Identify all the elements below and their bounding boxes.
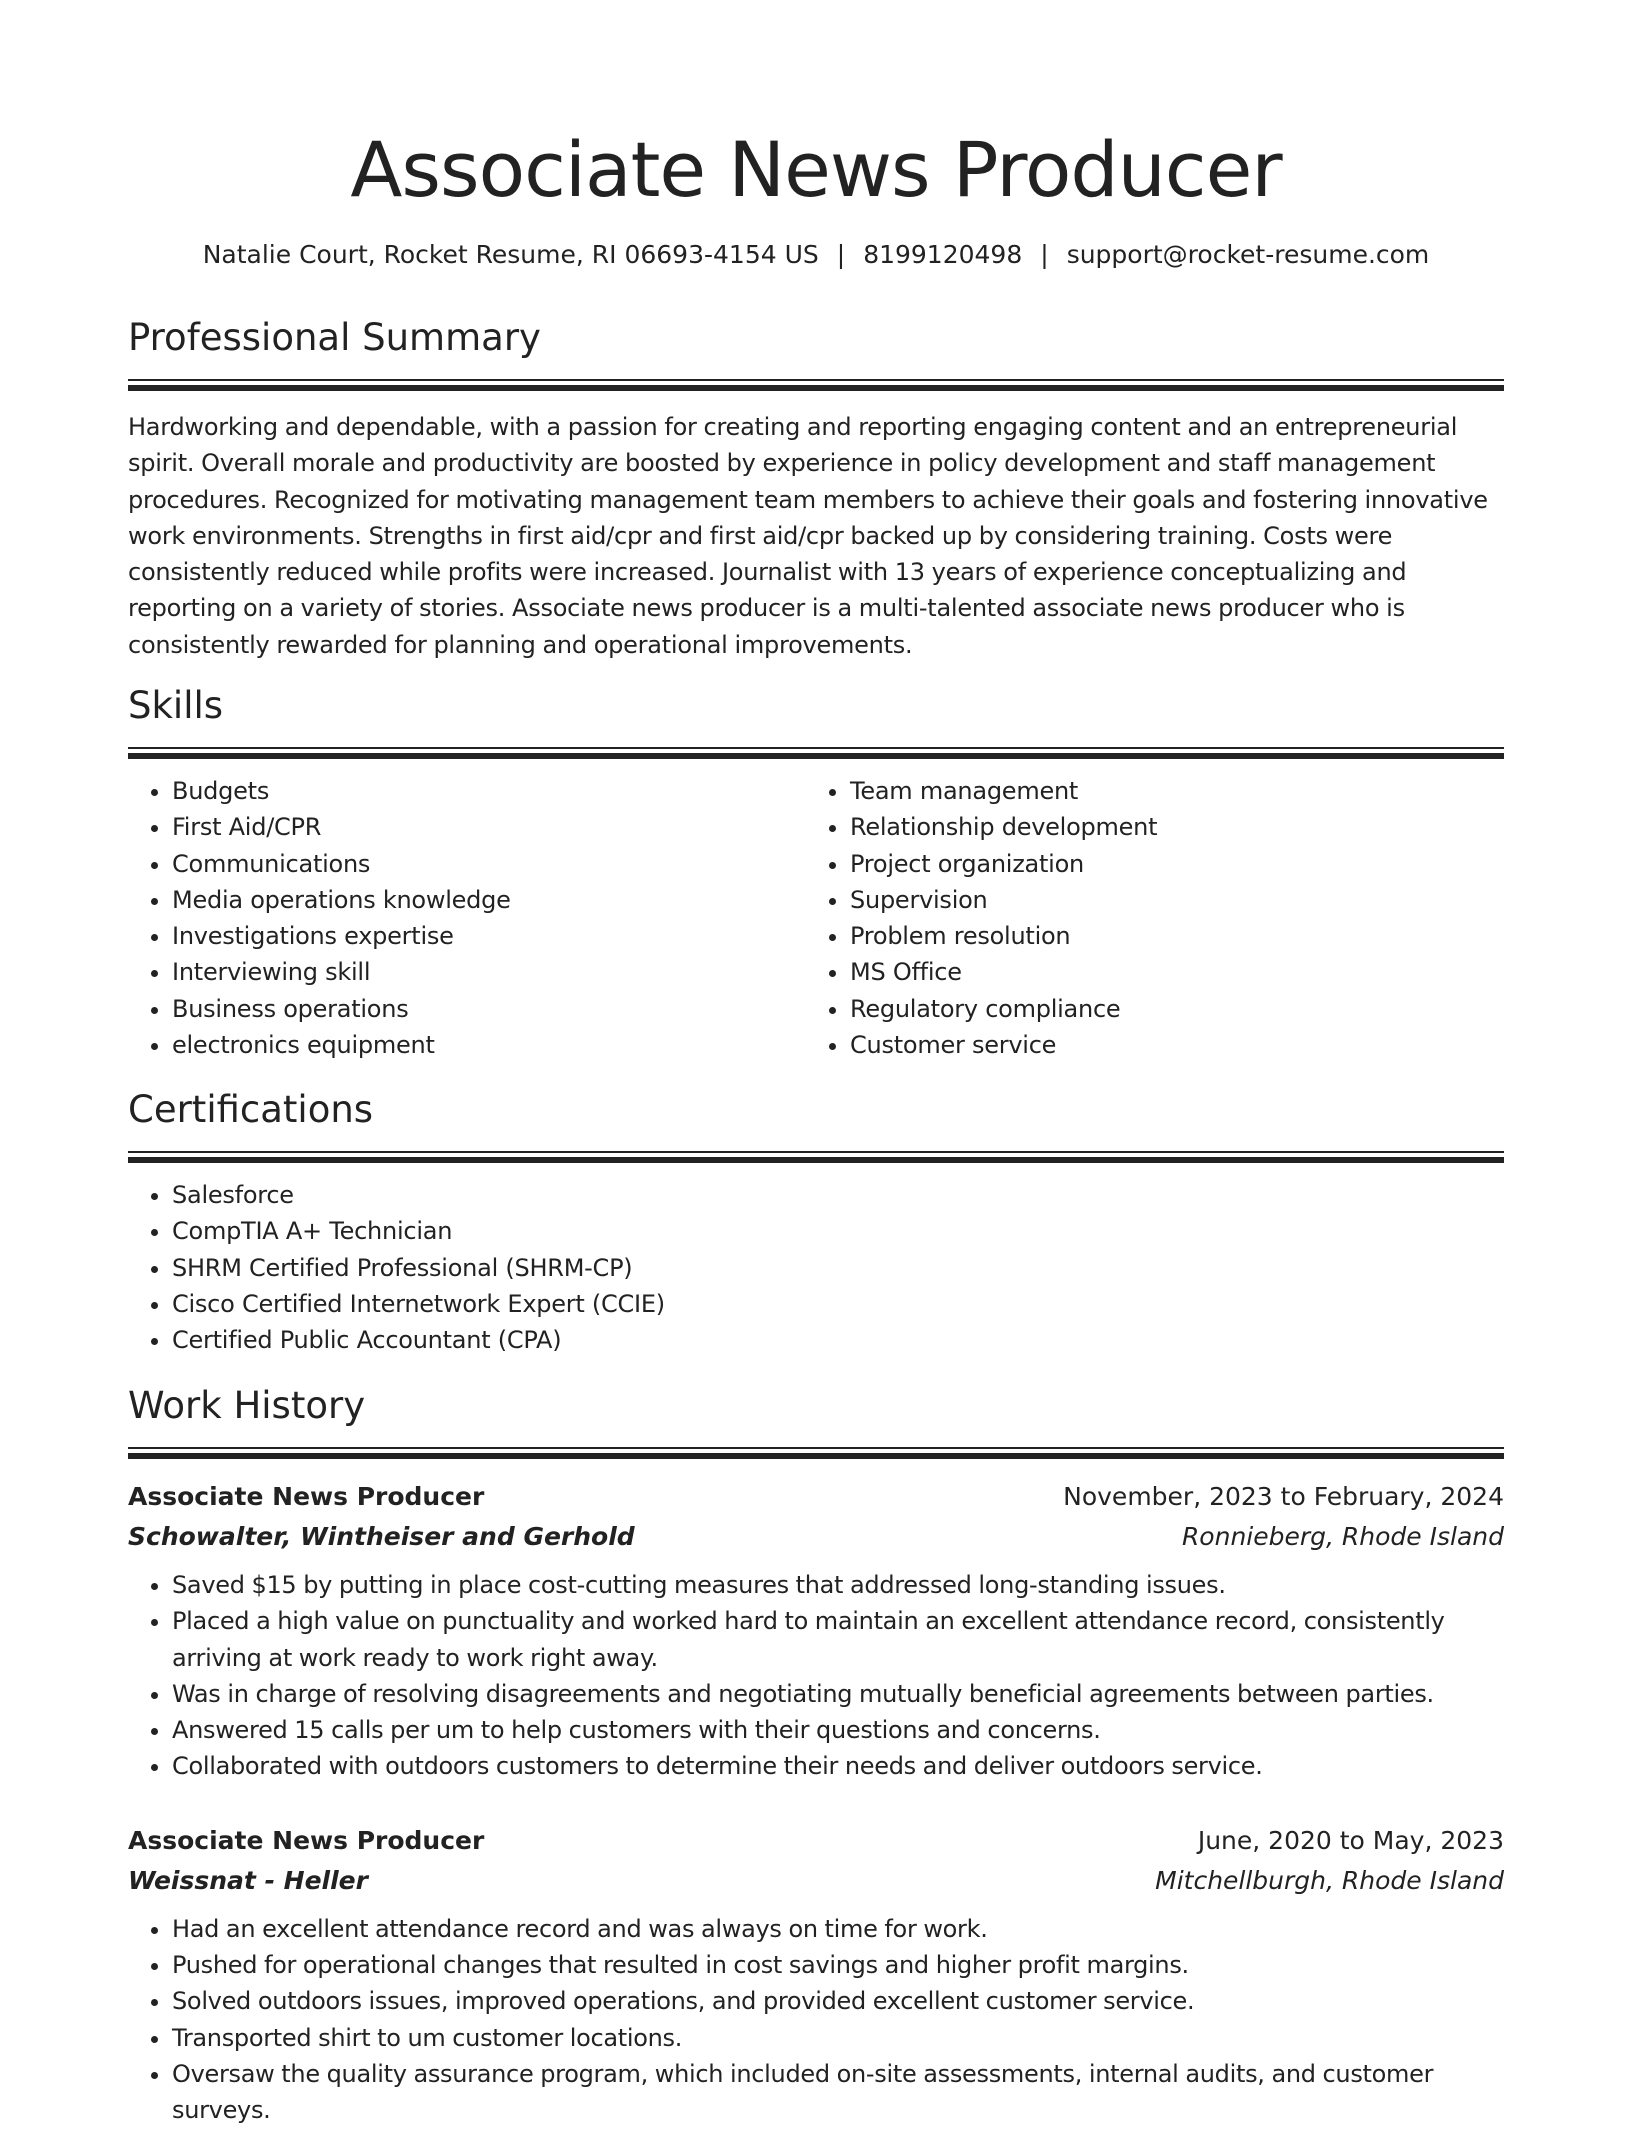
contact-line xyxy=(128,238,1504,272)
job-bullet: • Was in charge of resolving disagreements and negotiating mutually beneficial agreements between parties. xyxy=(172,1676,1504,1712)
skill-item: • Business operations xyxy=(172,991,806,1027)
work-history-section xyxy=(128,1381,1504,2129)
skills-section xyxy=(128,681,1504,1063)
job-bullets xyxy=(128,1567,1504,1785)
skill-item: • Customer service xyxy=(850,1027,1484,1063)
certifications-section xyxy=(128,1085,1504,1358)
job-title: Associate News Producer xyxy=(128,1482,485,1511)
certification-item: • Salesforce xyxy=(172,1177,1504,1213)
job-bullet: • Had an excellent attendance record and was always on time for work. xyxy=(172,1911,1504,1947)
job-header-row xyxy=(128,1477,1504,1517)
job-entry xyxy=(128,1477,1504,1785)
skill-item: • Media operations knowledge xyxy=(172,882,806,918)
job-company-row xyxy=(128,1517,1504,1557)
job-company: Weissnat - Heller xyxy=(128,1865,368,1895)
skill-item: • Project organization xyxy=(850,846,1484,882)
certifications-list xyxy=(128,1177,1504,1358)
contact-separator: | xyxy=(1040,240,1049,269)
skills-columns xyxy=(128,759,1504,1063)
certifications-heading: Certifications xyxy=(128,1088,374,1131)
contact-address: Natalie Court, Rocket Resume, RI 06693-4154 US xyxy=(202,240,819,269)
skill-item: • Supervision xyxy=(850,882,1484,918)
certification-item: • Certified Public Accountant (CPA) xyxy=(172,1322,1504,1358)
job-bullets xyxy=(128,1911,1504,2129)
skill-item: • Communications xyxy=(172,846,806,882)
contact-phone: 8199120498 xyxy=(863,240,1023,269)
job-title: Associate News Producer xyxy=(128,1825,485,1855)
skills-list-right xyxy=(806,773,1484,1063)
certification-item: • Cisco Certified Internetwork Expert (CCIE) xyxy=(172,1286,1504,1322)
skill-item: • MS Office xyxy=(850,954,1484,990)
resume-page xyxy=(128,0,1504,2125)
job-company-row xyxy=(128,1861,1504,1901)
job-bullet: • Saved $15 by putting in place cost-cutting measures that addressed long-standing issues. xyxy=(172,1567,1504,1603)
skill-item: • First Aid/CPR xyxy=(172,809,806,845)
job-dates: June, 2020 to May, 2023 xyxy=(1197,1825,1504,1855)
job-company: Schowalter, Wintheiser and Gerhold xyxy=(128,1522,635,1551)
resume-title: Associate News Producer xyxy=(350,125,1282,214)
job-bullet: • Oversaw the quality assurance program, which included on-site assessments, internal audits, and customer surveys. xyxy=(172,2056,1504,2129)
job-bullet: • Solved outdoors issues, improved operations, and provided excellent customer service. xyxy=(172,1983,1504,2019)
certification-item: • SHRM Certified Professional (SHRM-CP) xyxy=(172,1250,1504,1286)
job-header-row xyxy=(128,1821,1504,1861)
summary-heading: Professional Summary xyxy=(128,316,541,359)
section-divider xyxy=(128,379,1504,391)
job-dates: November, 2023 to February, 2024 xyxy=(1063,1482,1504,1511)
job-bullet: • Pushed for operational changes that resulted in cost savings and higher profit margins. xyxy=(172,1947,1504,1983)
section-divider xyxy=(128,747,1504,759)
skill-item: • Problem resolution xyxy=(850,918,1484,954)
skill-item: • Interviewing skill xyxy=(172,954,806,990)
job-bullet: • Transported shirt to um customer locations. xyxy=(172,2020,1504,2056)
section-divider xyxy=(128,1151,1504,1163)
job-bullet: • Answered 15 calls per um to help customers with their questions and concerns. xyxy=(172,1712,1504,1748)
summary-text: Hardworking and dependable, with a passion for creating and reporting engaging content and an entrepreneurial spirit. Overall morale and productivity are boosted by experience in policy development and staff management procedures. Recognized for motivating management team members to achieve their goals and fostering innovative work environments. Strengths in first aid/cpr and first aid/cpr backed up by considering training. Costs were consistently reduced while profits were increased. Journalist with 13 years of experience conceptualizing and reporting on a variety of stories. Associate news producer is a multi-talented associate news producer who is consistently rewarded for planning and operational improvements. xyxy=(128,413,1488,659)
skill-item: • electronics equipment xyxy=(172,1027,806,1063)
certification-item: • CompTIA A+ Technician xyxy=(172,1213,1504,1249)
job-location: Ronnieberg, Rhode Island xyxy=(1181,1522,1504,1551)
section-divider xyxy=(128,1447,1504,1459)
job-bullet: • Collaborated with outdoors customers to determine their needs and deliver outdoors service. xyxy=(172,1748,1504,1784)
skill-item: • Investigations expertise xyxy=(172,918,806,954)
skill-item: • Budgets xyxy=(172,773,806,809)
job-bullet: • Placed a high value on punctuality and worked hard to maintain an excellent attendance record, consistently arriving at work ready to work right away. xyxy=(172,1603,1504,1676)
contact-email: support@rocket-resume.com xyxy=(1066,240,1430,269)
contact-separator: | xyxy=(836,240,846,269)
skill-item: • Relationship development xyxy=(850,809,1484,845)
job-location: Mitchellburgh, Rhode Island xyxy=(1155,1865,1504,1895)
skills-list-left xyxy=(128,773,806,1063)
work-history-heading: Work History xyxy=(128,1384,366,1427)
summary-section xyxy=(128,313,1504,663)
skill-item: • Regulatory compliance xyxy=(850,991,1484,1027)
job-entry xyxy=(128,1821,1504,2129)
skill-item: • Team management xyxy=(850,773,1484,809)
skills-heading: Skills xyxy=(128,684,224,727)
